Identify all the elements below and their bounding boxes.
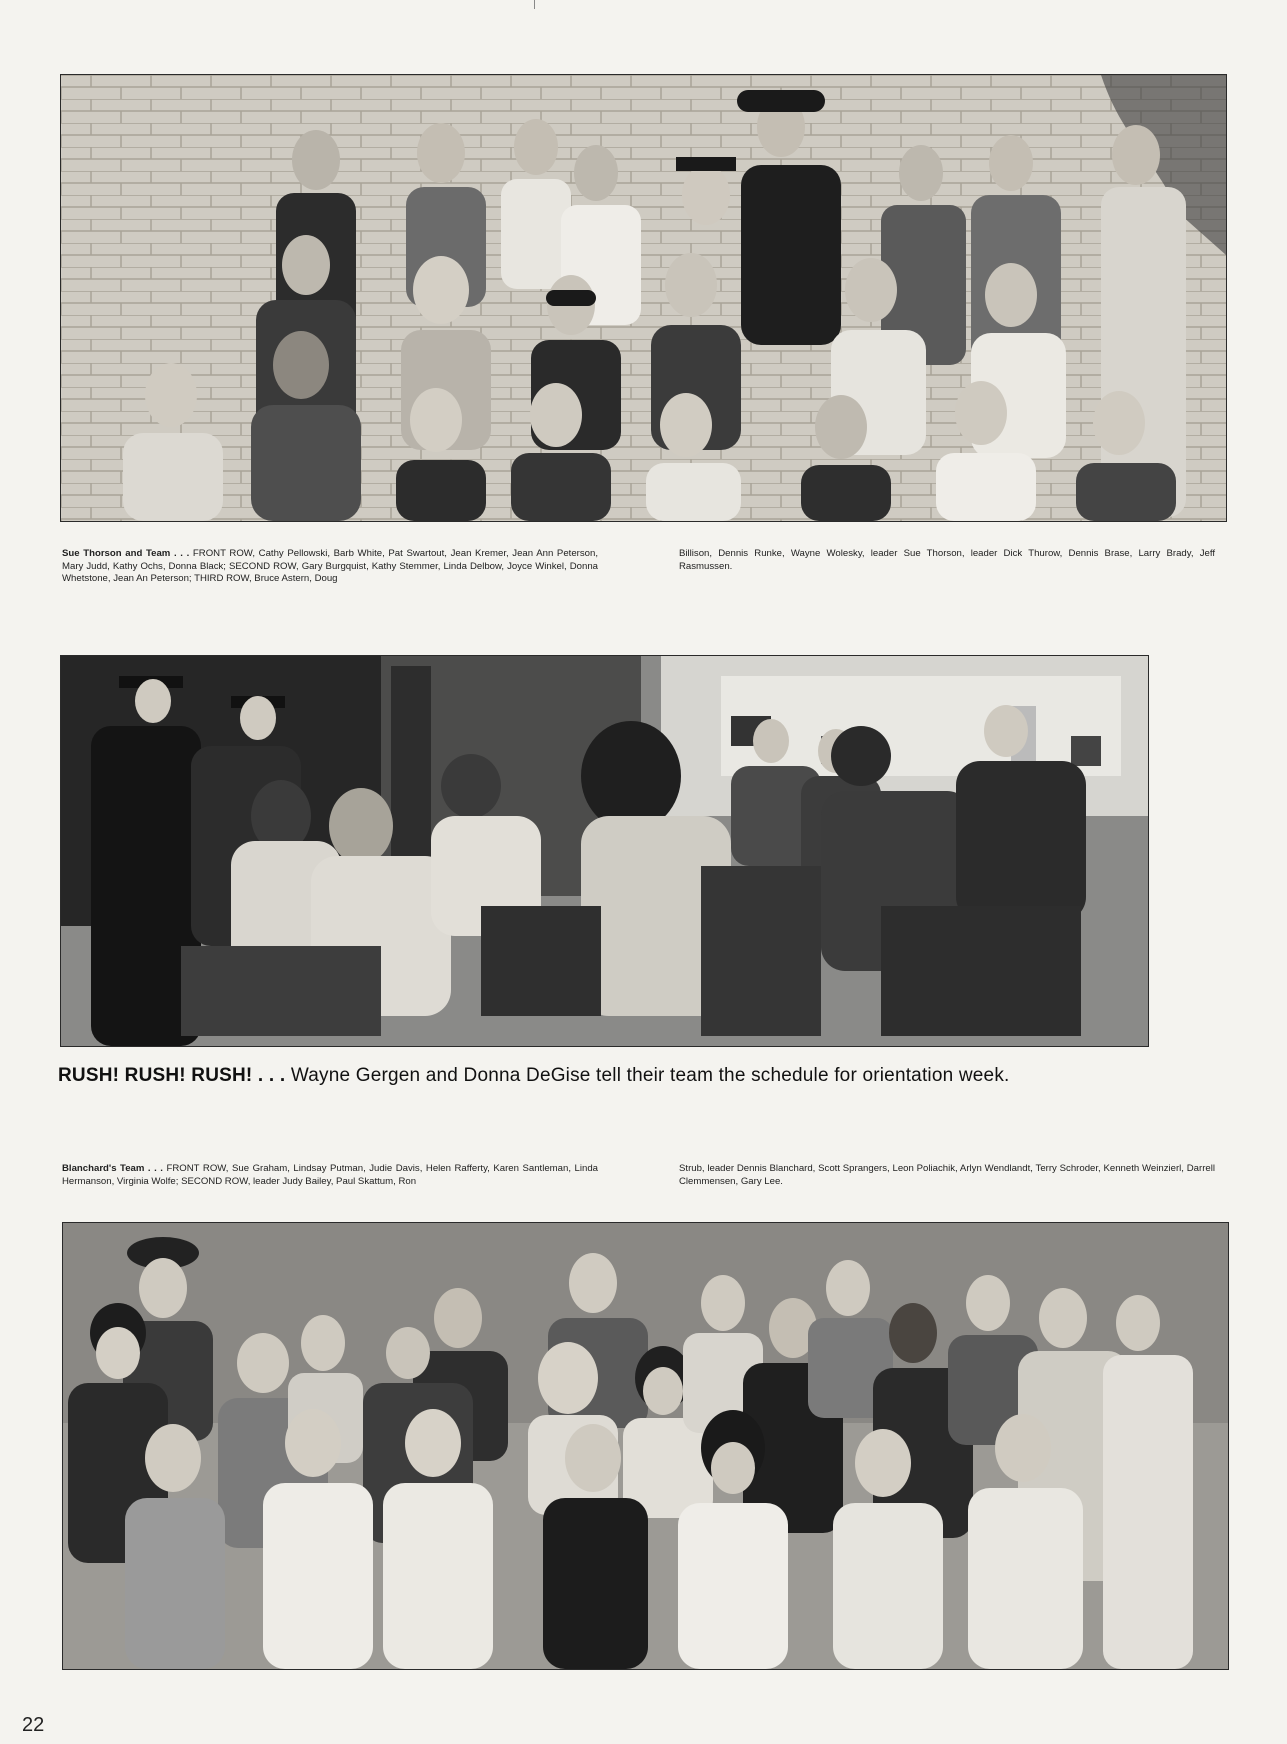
caption-blanchard-left — [62, 1163, 598, 1188]
caption-blanchard-text: FRONT ROW, Sue Graham, Lindsay Putman, Judie Davis, Helen Rafferty, Karen Santleman, Linda Hermanson, Virginia Wolfe; SECOND ROW, leader Judy Bailey, Paul Skattum, Ron — [62, 1163, 599, 1187]
caption-blanchard-title: Blanchard's Team . . . — [62, 1163, 163, 1174]
headline-text: Wayne Gergen and Donna DeGise tell their team the schedule for orientation week. — [290, 1065, 1010, 1086]
caption-thorson-left — [62, 548, 598, 586]
classroom-photo-image — [61, 656, 1148, 1046]
page-number: 22 — [22, 1714, 45, 1736]
team-photo-thorson — [60, 74, 1227, 522]
caption-blanchard-right — [679, 1163, 1215, 1188]
classroom-photo — [60, 655, 1149, 1047]
team-photo-thorson-image — [61, 75, 1226, 521]
crop-mark — [534, 0, 535, 9]
caption-thorson-text: FRONT ROW, Cathy Pellowski, Barb White, Pat Swartout, Jean Kremer, Jean Ann Peterson, Mary Judd, Kathy Ochs, Donna Black; SECOND ROW, Gary Burgquist, Kathy Stemmer, Linda Delbow, Joyce Winkel, Donna Whetstone, Jean An Peterson; THIRD ROW, Bruce Astern, Doug — [62, 548, 598, 584]
team-photo-blanchard — [62, 1222, 1229, 1670]
caption-thorson-continued: Billison, Dennis Runke, Wayne Wolesky, leader Sue Thorson, leader Dick Thurow, Dennis Brase, Larry Brady, Jeff Rasmussen. — [679, 548, 1215, 572]
caption-blanchard-continued: Strub, leader Dennis Blanchard, Scott Sprangers, Leon Poliachik, Arlyn Wendlandt, Terry Schroder, Kenneth Weinzierl, Darrell Clemmensen, Gary Lee. — [679, 1163, 1215, 1187]
caption-thorson-title: Sue Thorson and Team . . . — [62, 548, 190, 559]
team-photo-blanchard-image — [63, 1223, 1228, 1669]
headline-lead: RUSH! RUSH! RUSH! . . . — [58, 1065, 286, 1086]
photo-headline — [58, 1065, 1158, 1087]
caption-thorson-right — [679, 548, 1215, 573]
